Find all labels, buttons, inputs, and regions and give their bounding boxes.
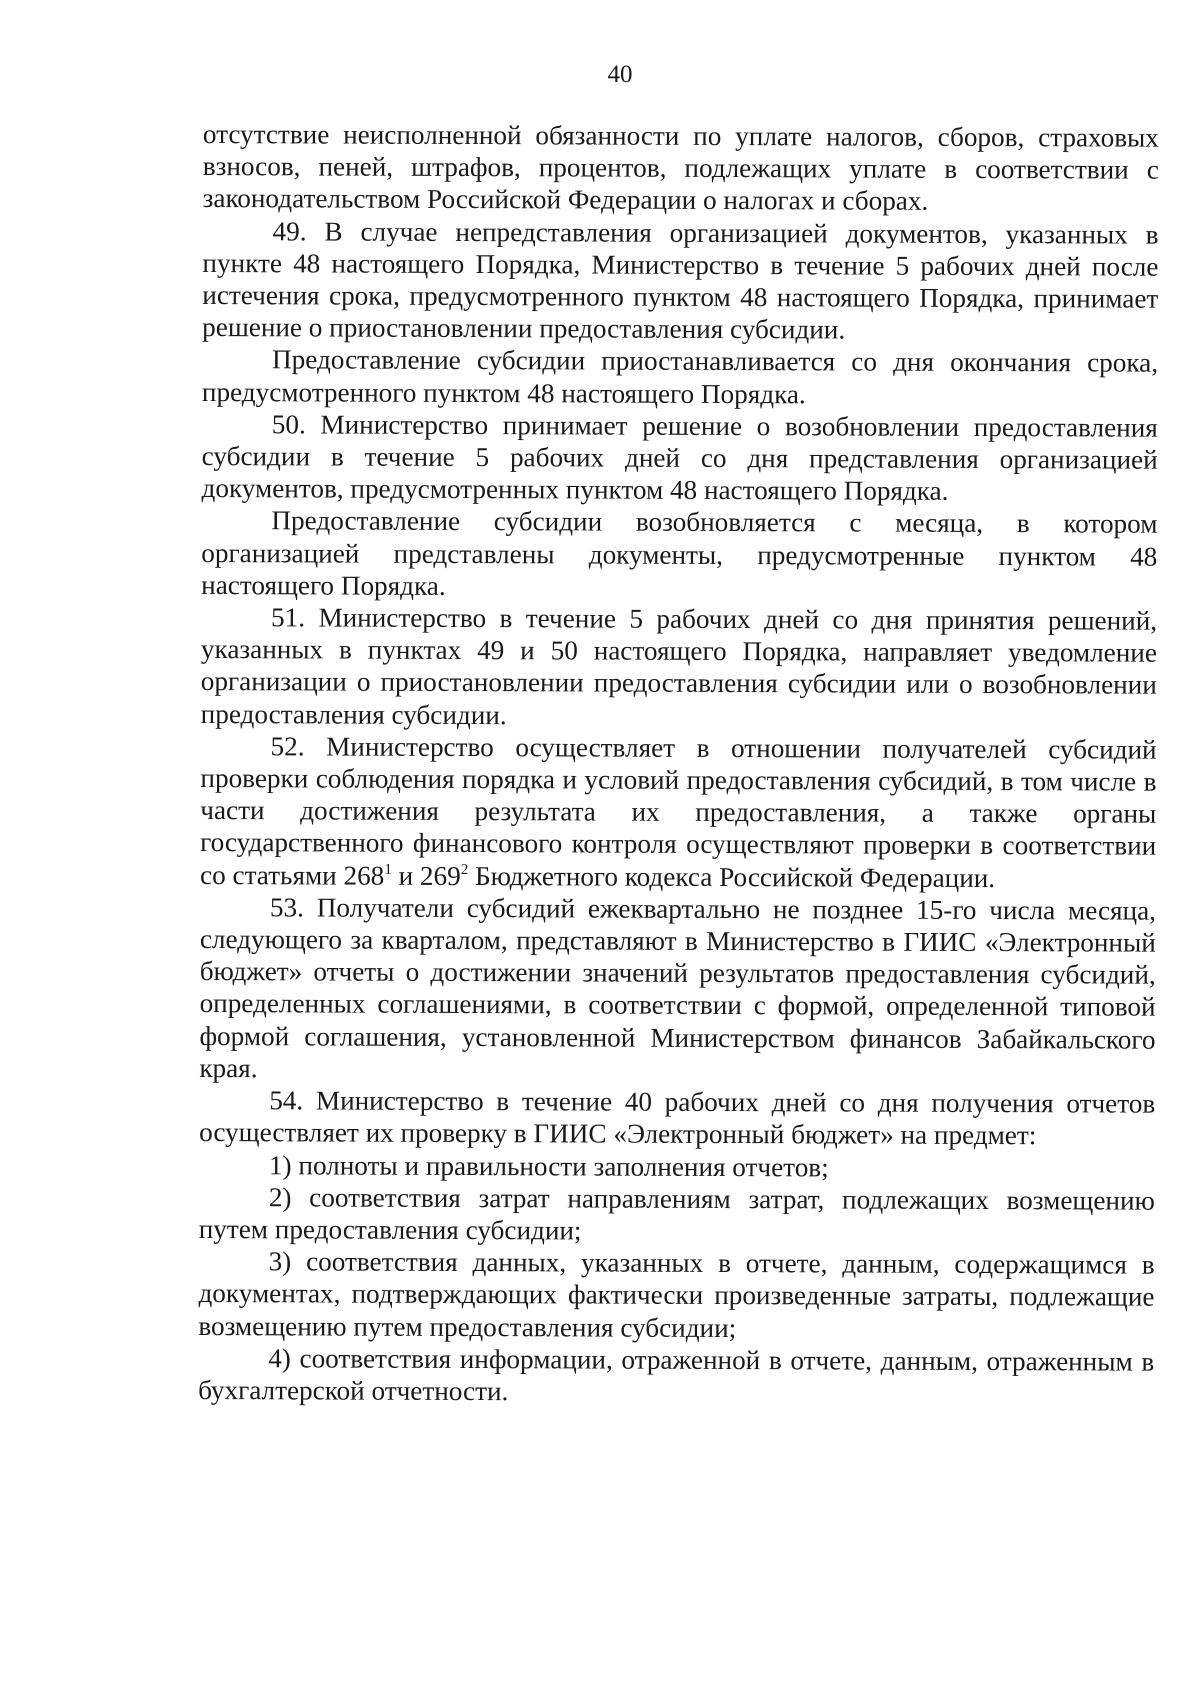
paragraph-tax-obligations: отсутствие неисполненной обязанности по уплате налогов, сборов, страховых взносов, пеней, штрафов, процентов, подлежащих уплате в соответствии с законодательством Российской Федерации о налогах и сборах. [202, 118, 1159, 217]
list-item-3: 3) соответствия данных, указанных в отчете, данным, содержащимся в документах, подтверждающих фактически произведенные затраты, подлежащие возмещению путем предоставления субсидии; [198, 1246, 1155, 1343]
paragraph-suspension: Предоставление субсидии приостанавливается со дня окончания срока, предусмотренного пунктом 48 настоящего Порядка. [201, 344, 1159, 409]
paragraph-50: 50. Министерство принимает решение о возобновлении предоставления субсидии в течение 5 рабочих дней со дня представления организацией документов, предусмотренных пунктом 48 настоящего Порядка. [201, 409, 1158, 507]
list-item-2: 2) соответствия затрат направлениям затрат, подлежащих возмещению путем предоставления субсидии; [198, 1181, 1155, 1246]
superscript-1: 1 [384, 861, 392, 878]
paragraph-52-text-b: и 269 [391, 860, 461, 891]
paragraph-51: 51. Министерство в течение 5 рабочих дней со дня принятия решений, указанных в пунктах 49 и 50 настоящего Порядка, направляет уведомление организации о приостановлении предоставления субсидии или о возобновлении предоставления субсидии. [200, 602, 1158, 730]
paragraph-resumption: Предоставление субсидии возобновляется с месяца, в котором организацией представлены документы, предусмотренные пунктом 48 настоящего Порядка. [201, 505, 1158, 601]
paragraph-49: 49. В случае непредставления организацией документов, указанных в пункте 48 настоящего Порядка, Министерство в течение 5 рабочих дней после истечения срока, предусмотренного пунктом 48 настоящего Порядка, принимает решение о приостановлении предоставления субсидии. [202, 215, 1159, 345]
document-body [198, 118, 1159, 1410]
paragraph-52-text-c: Бюджетного кодекса Российской Федерации. [468, 860, 996, 893]
paragraph-53: 53. Получатели субсидий ежеквартально не позднее 15-го числа месяца, следующего за кварталом, представляют в Министерство в ГИИС «Электронный бюджет» отчеты о достижении значений результатов предоставления субсидий, определенных соглашениями, в соответствии с формой, определенной типовой формой соглашения, установленной Министерством финансов Забайкальского края. [199, 892, 1157, 1084]
list-item-4: 4) соответствия информации, отраженной в отчете, данным, отраженным в бухгалтерской отчетности. [198, 1342, 1155, 1407]
paragraph-54: 54. Министерство в течение 40 рабочих дней со дня получения отчетов осуществляет их проверку в ГИИС «Электронный бюджет» на предмет: [199, 1085, 1156, 1151]
paragraph-52 [200, 730, 1157, 895]
paragraph-52-text-a: 52. Министерство осуществляет в отношении получателей субсидий проверки соблюдения порядка и условий предоставления субсидий, в том числе в части достижения результата их предоставления, а также органы государственного финансового контроля осуществляют проверки в соответствии со статьями 268 [200, 731, 1157, 891]
list-item-1: 1) полноты и правильности заполнения отчетов; [268, 1149, 829, 1182]
page-number: 40 [607, 61, 633, 88]
superscript-2: 2 [460, 861, 469, 878]
